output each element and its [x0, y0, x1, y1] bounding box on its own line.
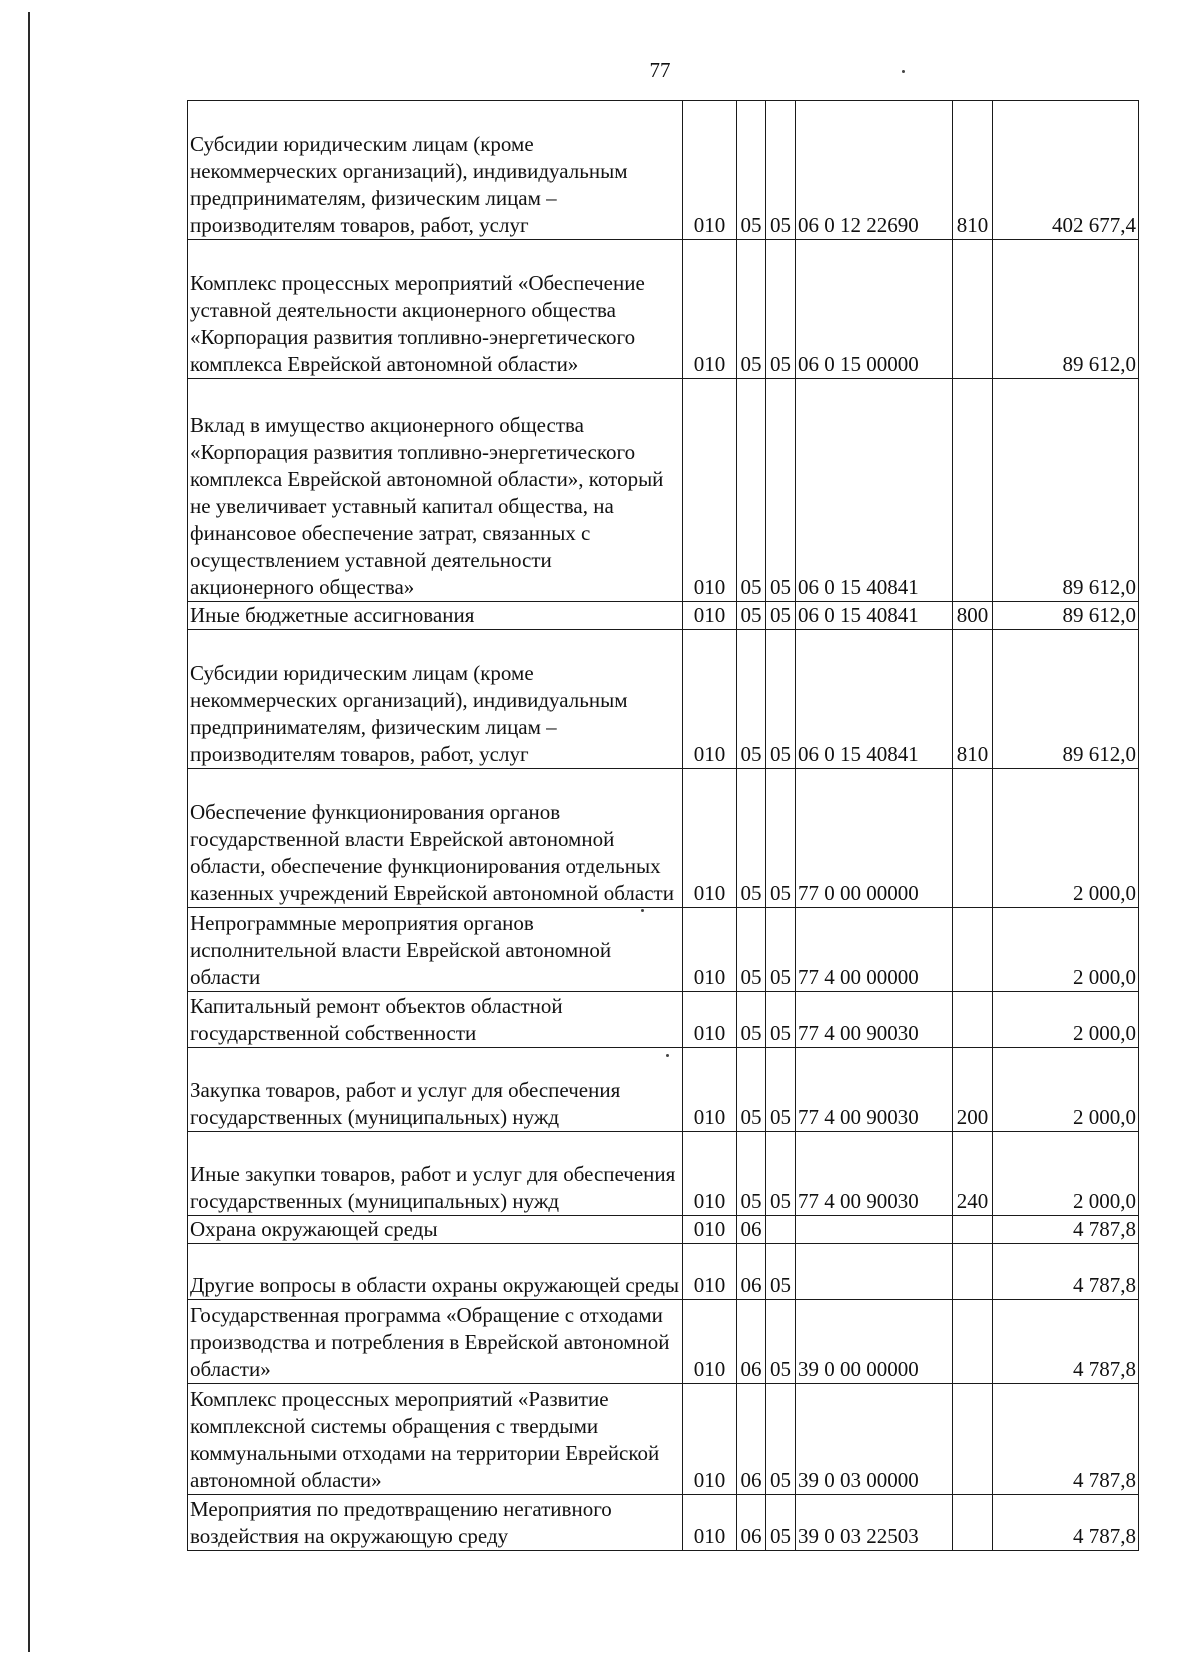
expense-type-cell: 810 — [953, 101, 993, 240]
table-row — [188, 379, 1139, 602]
amount-cell: 89 612,0 — [993, 630, 1139, 769]
budget-table — [187, 100, 1139, 1551]
subsection-code-cell: 05 — [766, 1048, 796, 1132]
ved-code-cell: 010 — [683, 1495, 737, 1551]
amount-cell: 4 787,8 — [993, 1216, 1139, 1244]
row-name-cell: Субсидии юридическим лицам (кроме некоммерческих организаций), индивидуальным предпринимателям, физическим лицам – производителям товаров, работ, услуг — [188, 630, 683, 769]
expense-type-cell — [953, 1216, 993, 1244]
target-article-cell: 06 0 15 00000 — [796, 240, 953, 379]
expense-type-cell: 200 — [953, 1048, 993, 1132]
subsection-code-cell: 05 — [766, 992, 796, 1048]
section-code-cell: 05 — [737, 630, 766, 769]
ved-code-cell: 010 — [683, 1132, 737, 1216]
section-code-cell: 06 — [737, 1384, 766, 1495]
subsection-code-cell: 05 — [766, 1384, 796, 1495]
table-row — [188, 1216, 1139, 1244]
expense-type-cell — [953, 992, 993, 1048]
section-code-cell: 05 — [737, 992, 766, 1048]
expense-type-cell: 800 — [953, 602, 993, 630]
section-code-cell: 05 — [737, 1048, 766, 1132]
section-code-cell: 06 — [737, 1216, 766, 1244]
table-row — [188, 1495, 1139, 1551]
amount-cell: 2 000,0 — [993, 769, 1139, 908]
amount-cell: 4 787,8 — [993, 1495, 1139, 1551]
subsection-code-cell: 05 — [766, 602, 796, 630]
ved-code-cell: 010 — [683, 1384, 737, 1495]
target-article-cell: 06 0 12 22690 — [796, 101, 953, 240]
table-row — [188, 1048, 1139, 1132]
table-row — [188, 602, 1139, 630]
subsection-code-cell: 05 — [766, 101, 796, 240]
amount-cell: 4 787,8 — [993, 1300, 1139, 1384]
target-article-cell: 77 4 00 90030 — [796, 992, 953, 1048]
table-row — [188, 1300, 1139, 1384]
section-code-cell: 05 — [737, 240, 766, 379]
ved-code-cell: 010 — [683, 1300, 737, 1384]
row-name-cell: Охрана окружающей среды — [188, 1216, 683, 1244]
expense-type-cell — [953, 240, 993, 379]
ved-code-cell: 010 — [683, 101, 737, 240]
target-article-cell: 06 0 15 40841 — [796, 630, 953, 769]
target-article-cell: 77 4 00 00000 — [796, 908, 953, 992]
expense-type-cell — [953, 379, 993, 602]
target-article-cell: 06 0 15 40841 — [796, 379, 953, 602]
subsection-code-cell: 05 — [766, 769, 796, 908]
section-code-cell: 05 — [737, 602, 766, 630]
ved-code-cell: 010 — [683, 602, 737, 630]
section-code-cell: 05 — [737, 101, 766, 240]
amount-cell: 2 000,0 — [993, 1048, 1139, 1132]
target-article-cell: 39 0 03 22503 — [796, 1495, 953, 1551]
target-article-cell: 77 4 00 90030 — [796, 1132, 953, 1216]
ved-code-cell: 010 — [683, 1216, 737, 1244]
row-name-cell: Государственная программа «Обращение с отходами производства и потребления в Еврейской автономной области» — [188, 1300, 683, 1384]
row-name-cell: Другие вопросы в области охраны окружающей среды — [188, 1244, 683, 1300]
expense-type-cell: 810 — [953, 630, 993, 769]
expense-type-cell — [953, 1300, 993, 1384]
table-row — [188, 769, 1139, 908]
section-code-cell: 06 — [737, 1495, 766, 1551]
amount-cell: 4 787,8 — [993, 1244, 1139, 1300]
subsection-code-cell: 05 — [766, 908, 796, 992]
row-name-cell: Мероприятия по предотвращению негативного воздействия на окружающую среду — [188, 1495, 683, 1551]
target-article-cell — [796, 1244, 953, 1300]
subsection-code-cell: 05 — [766, 1244, 796, 1300]
subsection-code-cell: 05 — [766, 240, 796, 379]
amount-cell: 2 000,0 — [993, 908, 1139, 992]
row-name-cell: Субсидии юридическим лицам (кроме некоммерческих организаций), индивидуальным предпринимателям, физическим лицам – производителям товаров, работ, услуг — [188, 101, 683, 240]
subsection-code-cell: 05 — [766, 1300, 796, 1384]
amount-cell: 89 612,0 — [993, 240, 1139, 379]
section-code-cell: 05 — [737, 379, 766, 602]
target-article-cell: 39 0 03 00000 — [796, 1384, 953, 1495]
amount-cell: 89 612,0 — [993, 602, 1139, 630]
target-article-cell: 06 0 15 40841 — [796, 602, 953, 630]
subsection-code-cell — [766, 1216, 796, 1244]
section-code-cell: 05 — [737, 908, 766, 992]
table-row — [188, 1384, 1139, 1495]
target-article-cell: 39 0 00 00000 — [796, 1300, 953, 1384]
table-row — [188, 1132, 1139, 1216]
scan-speck — [902, 70, 905, 73]
subsection-code-cell: 05 — [766, 630, 796, 769]
ved-code-cell: 010 — [683, 1048, 737, 1132]
target-article-cell: 77 4 00 90030 — [796, 1048, 953, 1132]
table-row — [188, 240, 1139, 379]
ved-code-cell: 010 — [683, 240, 737, 379]
row-name-cell: Вклад в имущество акционерного общества «Корпорация развития топливно-энергетического комплекса Еврейской автономной области», который не увеличивает уставный капитал общества, на финансовое обеспечение затрат, связанных с осуществлением уставной деятельности акционерного общества» — [188, 379, 683, 602]
ved-code-cell: 010 — [683, 630, 737, 769]
table-body — [188, 101, 1139, 1551]
section-code-cell: 06 — [737, 1300, 766, 1384]
page-number: 77 — [649, 58, 671, 82]
ved-code-cell: 010 — [683, 379, 737, 602]
amount-cell: 4 787,8 — [993, 1384, 1139, 1495]
ved-code-cell: 010 — [683, 769, 737, 908]
target-article-cell: 77 0 00 00000 — [796, 769, 953, 908]
section-code-cell: 05 — [737, 1132, 766, 1216]
table-row — [188, 101, 1139, 240]
binding-edge-line — [28, 12, 30, 1652]
ved-code-cell: 010 — [683, 1244, 737, 1300]
expense-type-cell — [953, 1244, 993, 1300]
row-name-cell: Обеспечение функционирования органов государственной власти Еврейской автономной области, обеспечение функционирования отдельных казенных учреждений Еврейской автономной области — [188, 769, 683, 908]
expense-type-cell — [953, 1495, 993, 1551]
amount-cell: 89 612,0 — [993, 379, 1139, 602]
row-name-cell: Комплекс процессных мероприятий «Обеспечение уставной деятельности акционерного общества «Корпорация развития топливно-энергетического комплекса Еврейской автономной области» — [188, 240, 683, 379]
row-name-cell: Непрограммные мероприятия органов исполнительной власти Еврейской автономной области — [188, 908, 683, 992]
table-row — [188, 1244, 1139, 1300]
table-row — [188, 992, 1139, 1048]
amount-cell: 2 000,0 — [993, 1132, 1139, 1216]
expense-type-cell: 240 — [953, 1132, 993, 1216]
subsection-code-cell: 05 — [766, 1495, 796, 1551]
row-name-cell: Закупка товаров, работ и услуг для обеспечения государственных (муниципальных) нужд — [188, 1048, 683, 1132]
amount-cell: 402 677,4 — [993, 101, 1139, 240]
row-name-cell: Иные закупки товаров, работ и услуг для обеспечения государственных (муниципальных) нужд — [188, 1132, 683, 1216]
subsection-code-cell: 05 — [766, 379, 796, 602]
target-article-cell — [796, 1216, 953, 1244]
expense-type-cell — [953, 769, 993, 908]
expense-type-cell — [953, 908, 993, 992]
row-name-cell: Капитальный ремонт объектов областной государственной собственности — [188, 992, 683, 1048]
section-code-cell: 06 — [737, 1244, 766, 1300]
amount-cell: 2 000,0 — [993, 992, 1139, 1048]
row-name-cell: Комплекс процессных мероприятий «Развитие комплексной системы обращения с твердыми коммунальными отходами на территории Еврейской автономной области» — [188, 1384, 683, 1495]
section-code-cell: 05 — [737, 769, 766, 908]
table-row — [188, 630, 1139, 769]
row-name-cell: Иные бюджетные ассигнования — [188, 602, 683, 630]
table-row — [188, 908, 1139, 992]
subsection-code-cell: 05 — [766, 1132, 796, 1216]
ved-code-cell: 010 — [683, 992, 737, 1048]
ved-code-cell: 010 — [683, 908, 737, 992]
expense-type-cell — [953, 1384, 993, 1495]
